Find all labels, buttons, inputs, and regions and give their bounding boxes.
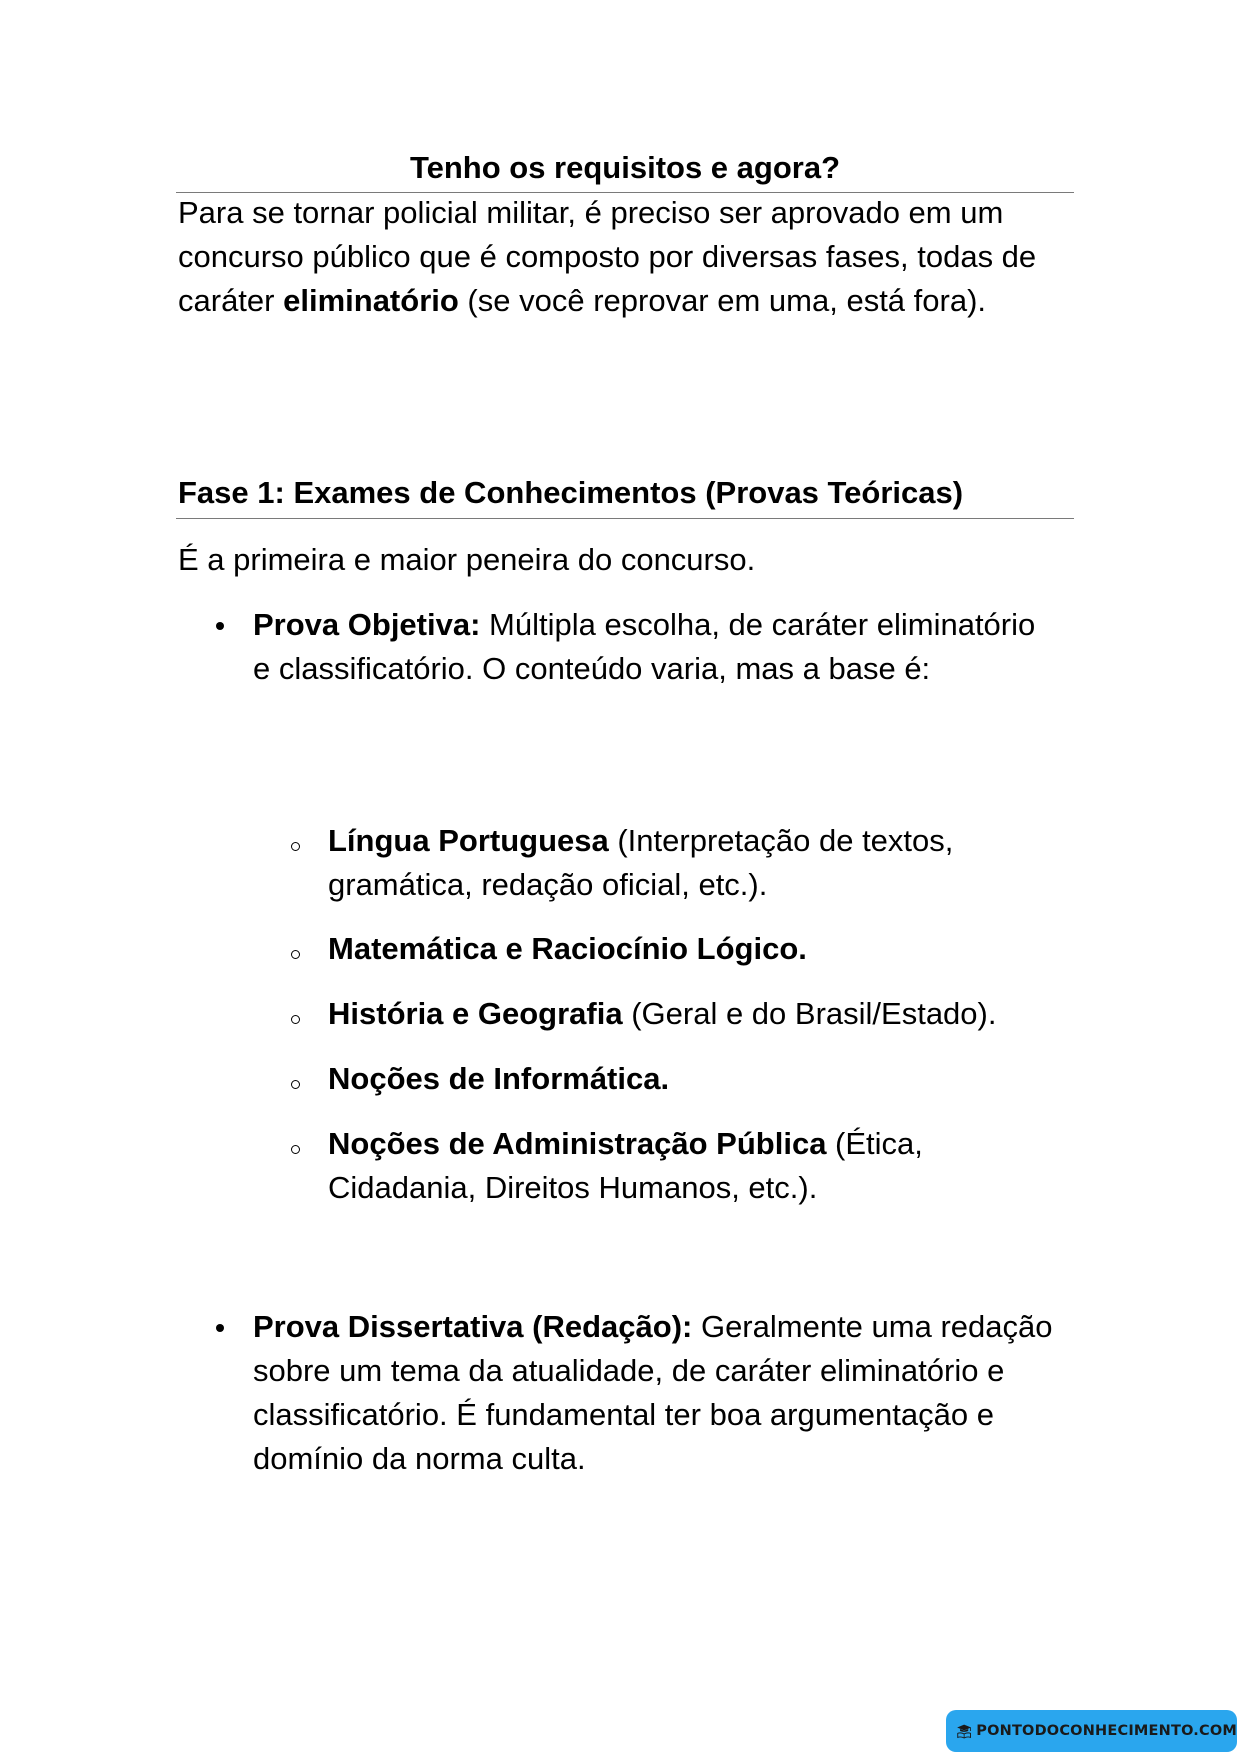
bullet-circle-icon bbox=[291, 1080, 300, 1089]
watermark-text: PONTODOCONHECIMENTO.COM bbox=[976, 1723, 1237, 1739]
subitem-text: (Ética, Cidadania, Direitos Humanos, etc.). bbox=[328, 1126, 923, 1205]
list-item-prova-dissertativa bbox=[253, 1305, 1053, 1481]
bullet-circle-icon bbox=[291, 842, 300, 851]
graduation-cap-book-icon bbox=[956, 1718, 972, 1744]
document-title: Tenho os requisitos e agora? bbox=[409, 150, 841, 185]
subitem-label: Noções de Informática. bbox=[328, 1061, 670, 1096]
subitem-text: (Geral e do Brasil/Estado). bbox=[622, 996, 997, 1031]
intro-paragraph bbox=[178, 191, 1068, 323]
subitem-label: Língua Portuguesa bbox=[328, 823, 609, 858]
bullet-disc-icon bbox=[216, 1324, 224, 1332]
intro-text-before: Para se tornar policial militar, é preciso ser aprovado em um concurso público que é composto por diversas fases, todas de caráter bbox=[178, 195, 1037, 318]
watermark-badge bbox=[946, 1710, 1237, 1752]
intro-text-after: (se você reprovar em uma, está fora). bbox=[458, 283, 987, 318]
phase1-heading: Fase 1: Exames de Conhecimentos (Provas Teóricas) bbox=[178, 475, 964, 510]
subitem-text: (Interpretação de textos, gramática, redação oficial, etc.). bbox=[328, 823, 954, 902]
bullet-circle-icon bbox=[291, 1145, 300, 1154]
bullet-circle-icon bbox=[291, 1015, 300, 1024]
item-label: Prova Dissertativa (Redação): bbox=[253, 1309, 693, 1344]
list-item-prova-objetiva bbox=[253, 603, 1053, 691]
subitem-lingua-portuguesa bbox=[328, 819, 1058, 907]
subitem-informatica bbox=[328, 1057, 1058, 1101]
intro-bold-term: eliminatório bbox=[283, 283, 459, 318]
item-text: Geralmente uma redação sobre um tema da atualidade, de caráter eliminatório e classificatório. É fundamental ter boa argumentação e domínio da norma culta. bbox=[253, 1309, 1053, 1476]
item-text: Múltipla escolha, de caráter eliminatório e classificatório. O conteúdo varia, mas a base é: bbox=[253, 607, 1036, 686]
subitem-label: História e Geografia bbox=[328, 996, 623, 1031]
subitem-label: Noções de Administração Pública bbox=[328, 1126, 827, 1161]
subitem-matematica bbox=[328, 927, 1058, 971]
phase1-intro: É a primeira e maior peneira do concurso. bbox=[178, 542, 756, 577]
item-label: Prova Objetiva: bbox=[253, 607, 481, 642]
phase1-divider bbox=[176, 518, 1074, 519]
subitem-historia-geografia bbox=[328, 992, 1058, 1036]
subitem-label: Matemática e Raciocínio Lógico. bbox=[328, 931, 807, 966]
subitem-administracao-publica bbox=[328, 1122, 1058, 1210]
bullet-disc-icon bbox=[216, 622, 224, 630]
bullet-circle-icon bbox=[291, 950, 300, 959]
